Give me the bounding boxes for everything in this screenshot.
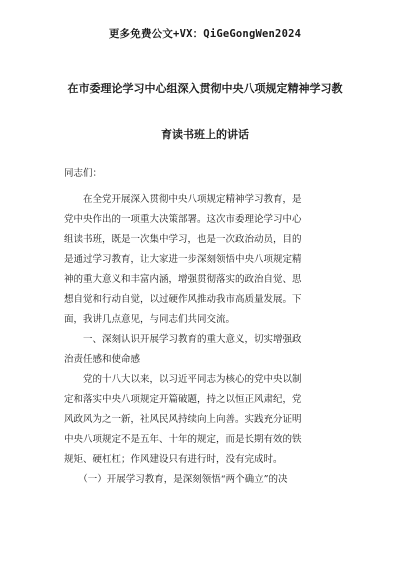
salutation: 同志们：	[64, 168, 103, 179]
document-title-line-1: 在市委理论学习中心组深入贯彻中央八项规定精神学习教	[67, 82, 343, 95]
section-heading-line: 治责任感和使命感	[64, 354, 141, 365]
promo-banner: 更多免费公文+VX：QiGeGongWen2024	[108, 28, 302, 40]
paragraph-line: 定和落实中央八项规定开篇破题，持之以恒正风肃纪，党	[64, 394, 302, 405]
paragraph-line: 神的重大意义和丰富内涵，增强贯彻落实的政治自觉、思	[64, 274, 302, 285]
paragraph-line: 面，我讲几点意见，与同志们共同交流。	[64, 314, 236, 325]
section-heading-line: 一、深刻认识开展学习教育的重大意义，切实增强政	[64, 334, 302, 345]
paragraph-line: 规矩、硬杠杠；作风建设只有进行时，没有完成时。	[64, 454, 283, 465]
paragraph-line: 组读书班，既是一次集中学习，也是一次政治动员，目的	[64, 234, 302, 245]
document-body	[64, 164, 354, 490]
paragraph-line: 在全党开展深入贯彻中央八项规定精神学习教育，是	[64, 194, 302, 205]
paragraph-line: 中央八项规定不是五年、十年的规定，而是长期有效的铁	[64, 434, 302, 445]
paragraph-line: （一）开展学习教育，是深刻领悟“两个确立”的决	[64, 474, 288, 485]
paragraph-line: 党的十八大以来，以习近平同志为核心的党中央以制	[64, 374, 302, 385]
paragraph-line: 想自觉和行动自觉，以过硬作风推动我市高质量发展。下	[64, 294, 302, 305]
paragraph-line: 党中央作出的一项重大决策部署。这次市委理论学习中心	[64, 214, 302, 225]
paragraph-line: 风政风为之一新，社风民风持续向上向善。实践充分证明	[64, 414, 302, 425]
document-title-line-2: 育读书班上的讲话	[161, 128, 249, 141]
paragraph-line: 是通过学习教育，让大家进一步深刻领悟中央八项规定精	[64, 254, 302, 265]
